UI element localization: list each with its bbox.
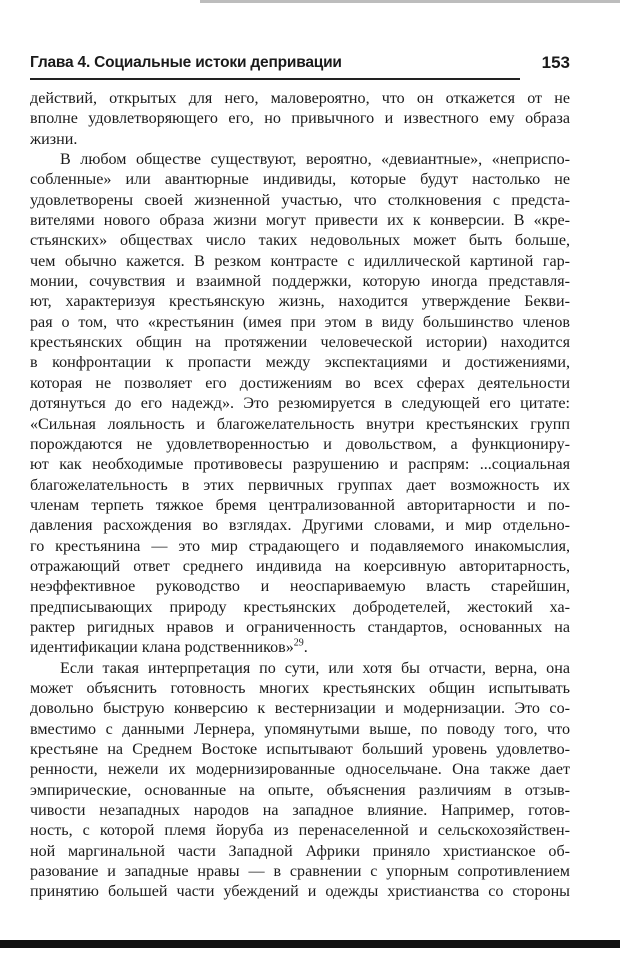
text-line: действий, открытых для него, маловероятно, что он откажется от не [30, 90, 570, 107]
page-number: 153 [541, 53, 570, 72]
text-line: «Сильная лояльность и благожелательность внутри крестьянских групп [30, 415, 570, 433]
text-line: собленные» или авантюрные индивиды, которые будут настолько не [30, 171, 570, 189]
footnote-reference: 29 [293, 638, 304, 649]
text-line: ной маргинальной части Западной Африки приняло христианское об- [30, 842, 570, 860]
text-line: стьянских» обществах число таких недовольных может быть больше, [30, 232, 570, 250]
text-line: ность, с которой племя йоруба из перенаселенной и сельскохозяйствен- [30, 822, 570, 840]
text-line: крестьяне на Среднем Востоке испытывают больший уровень удовлетво- [30, 741, 570, 758]
text-line: довольно быструю конверсию к вестернизации и модернизации. Это со- [30, 700, 570, 718]
text-line: принятию большей части убеждений и одежды христианства со стороны [30, 883, 570, 901]
text-line: чем обычно кажется. В резком контрасте с идиллической картиной гар- [30, 252, 570, 270]
text-line: порождаются не удовлетворенностью и довольством, а функциониру- [30, 435, 570, 453]
text-line: крестьянских общин на протяжении человеческой истории) находится [30, 334, 570, 352]
text-line: ют, характеризуя крестьянскую жизнь, находится утверждение Бекви- [30, 293, 570, 311]
text-line: дотянуться до его надежд». Это резюмируется в следующей его цитате: [30, 395, 570, 413]
text-line: ют как необходимые противовесы разрушению и распрям: ...социальная [30, 456, 570, 474]
header-rule [30, 78, 520, 80]
text-line: в конфронтации к пропасти между экспектациями и достижениями, [30, 354, 570, 372]
text-line-with-footnote [30, 638, 570, 658]
text-line: го крестьянина — это мир страдающего и подавляемого инакомыслия, [30, 537, 570, 555]
text-line: рактер ригидных нравов и ограниченность стандартов, основанных на [30, 618, 570, 636]
text-line: вполне удовлетворяющего его, но привычного и известного ему образа [30, 110, 570, 128]
text-line: неэффективное руководство и неоспариваемую власть старейшин, [30, 578, 570, 596]
text-line: отражающий ответ среднего индивида на коерсивную авторитарность, [30, 557, 570, 575]
body-text [30, 89, 570, 903]
scan-top-edge [200, 0, 620, 3]
text-line: В любом обществе существуют, вероятно, «девиантные», «неприспо- [60, 151, 570, 169]
text-line: может объяснить готовность многих крестьянских общин испытывать [30, 679, 570, 697]
text-line: разование и западные нравы — в сравнении с упорным сопротивлением [30, 863, 570, 881]
text-line: которая не позволяет его достижениям во всех сферах деятельности [30, 374, 570, 392]
text-line: Если такая интерпретация по сути, или хотя бы отчасти, верна, она [60, 659, 570, 677]
text-line: благожелательность в этих первичных группах дает возможность их [30, 476, 570, 494]
text-line: удовлетворены своей жизненной участью, что столкновения с предста- [30, 191, 570, 209]
scan-bottom-edge [0, 940, 620, 948]
text-line: монии, сочувствия и взаимной поддержки, которую иногда представля- [30, 273, 570, 291]
text-span: идентификации клана родственников» [30, 639, 294, 657]
running-header [30, 54, 570, 80]
text-line: членам терпеть тяжкое бремя централизованной авторитарности и по- [30, 496, 570, 514]
text-line: вместимо с данными Лернера, упомянутыми выше, по поводу того, что [30, 720, 570, 738]
text-line: предписывающих природу крестьянских добродетелей, жестокий ха- [30, 598, 570, 616]
text-line: рая о том, что «крестьянин (имея при этом в виду большинство членов [30, 313, 570, 331]
text-line: чивости незападных народов на западное влияние. Например, готов- [30, 802, 570, 820]
text-line: жизни. [30, 130, 78, 148]
text-line: вителями нового образа жизни могут привести их к конверсии. В «кре- [30, 212, 570, 230]
text-line: давления расхождения во взглядах. Другими словами, и мир отдельно- [30, 517, 570, 535]
text-span: . [303, 639, 308, 657]
text-line: ренности, нежели их модернизированные односельчане. Она также дает [30, 761, 570, 779]
text-line: эмпирические, основанные на опыте, объяснения различиям в отзыв- [30, 781, 570, 799]
chapter-title: Глава 4. Социальные истоки депривации [30, 54, 342, 71]
